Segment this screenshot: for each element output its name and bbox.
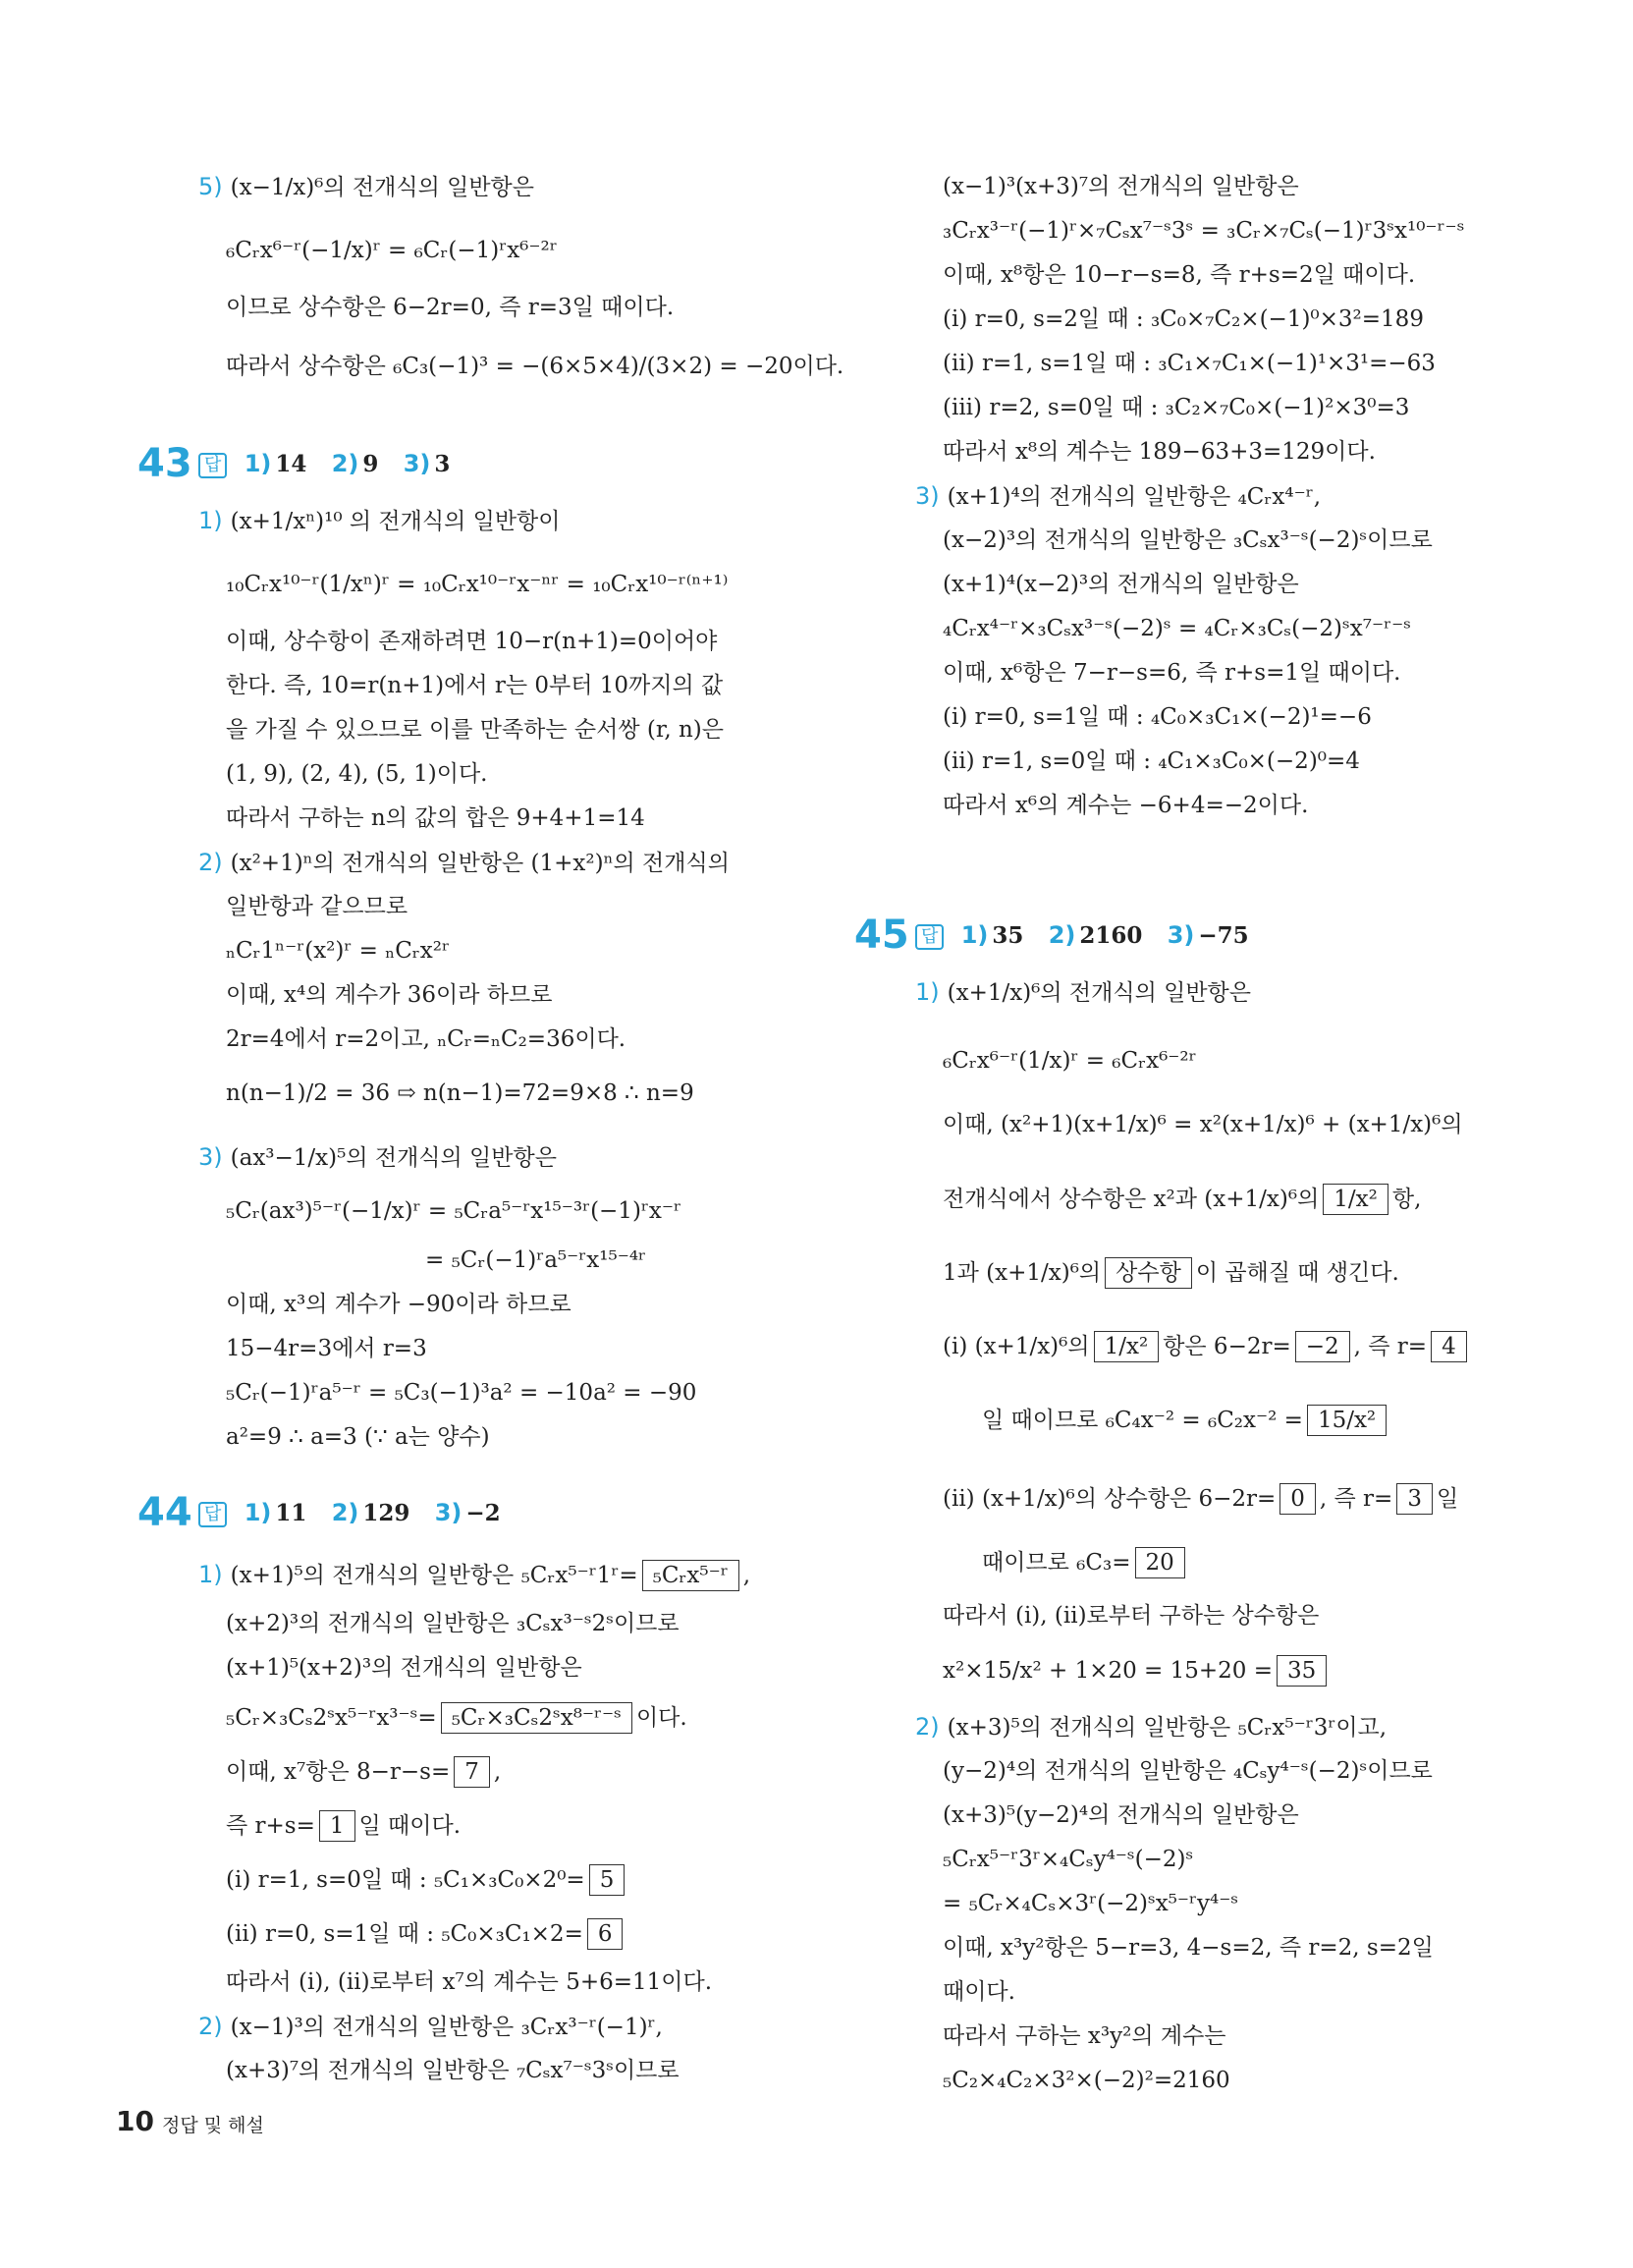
line: 1) (x+1/x)⁶의 전개식의 일반항은 bbox=[915, 978, 1251, 1006]
answer-item: 3) 3 bbox=[403, 450, 451, 477]
line: (i) r=0, s=1일 때 : ₄C₀×₃C₁×(−2)¹=−6 bbox=[943, 704, 1372, 730]
line: 한다. 즉, 10=r(n+1)에서 r는 0부터 10까지의 값 bbox=[226, 673, 724, 698]
line: 따라서 (i), (ii)로부터 구하는 상수항은 bbox=[943, 1603, 1320, 1629]
part-label: 2) bbox=[198, 849, 223, 876]
line: = ₅Cᵣ(−1)ʳa⁵⁻ʳx¹⁵⁻⁴ʳ bbox=[425, 1247, 647, 1273]
line: 따라서 구하는 x³y²의 계수는 bbox=[943, 2023, 1226, 2049]
answer-box: 1/x² bbox=[1323, 1184, 1388, 1215]
line: 이때, x⁸항은 10−r−s=8, 즉 r+s=2일 때이다. bbox=[943, 262, 1416, 288]
answer-item: 2) 9 bbox=[331, 450, 379, 477]
answer-item: 1) 14 bbox=[244, 450, 307, 477]
question-number: 45 bbox=[854, 913, 909, 958]
line: 이때, x⁷항은 8−r−s= 7 , bbox=[226, 1756, 501, 1786]
answer-box: 4 bbox=[1431, 1331, 1467, 1362]
line: ₙCᵣ1ⁿ⁻ʳ(x²)ʳ = ₙCᵣx²ʳ bbox=[226, 938, 450, 964]
answer-tag: 답 bbox=[198, 1502, 227, 1527]
answer-box: 1 bbox=[319, 1810, 355, 1842]
answer-item: 1) 11 bbox=[244, 1499, 307, 1526]
answer-box: 0 bbox=[1279, 1483, 1316, 1515]
answer-tag: 답 bbox=[198, 453, 227, 478]
answer-header bbox=[915, 918, 1267, 953]
answer-box: ₅Cᵣ×₃Cₛ2ˢx⁸⁻ʳ⁻ˢ bbox=[441, 1702, 632, 1734]
line: (x+2)³의 전개식의 일반항은 ₃Cₛx³⁻ˢ2ˢ이므로 bbox=[226, 1611, 680, 1636]
answer-item: 3) −2 bbox=[434, 1499, 501, 1526]
answer-box: 7 bbox=[454, 1756, 490, 1788]
line: 2r=4에서 r=2이고, ₙCᵣ=ₙC₂=36이다. bbox=[226, 1026, 626, 1052]
line: 을 가질 수 있으므로 이를 만족하는 순서쌍 (r, n)은 bbox=[226, 717, 724, 743]
line: (1, 9), (2, 4), (5, 1)이다. bbox=[226, 761, 488, 787]
line: 5) (x−1/x)⁶의 전개식의 일반항은 bbox=[198, 173, 534, 200]
line: (ii) r=1, s=0일 때 : ₄C₁×₃C₀×(−2)⁰=4 bbox=[943, 748, 1360, 774]
line: 3) (x+1)⁴의 전개식의 일반항은 ₄Cᵣx⁴⁻ʳ, bbox=[915, 482, 1322, 510]
line: (i) r=0, s=2일 때 : ₃C₀×₇C₂×(−1)⁰×3²=189 bbox=[943, 306, 1424, 332]
answer-box: 35 bbox=[1277, 1655, 1327, 1687]
line: 2) (x+3)⁵의 전개식의 일반항은 ₅Cᵣx⁵⁻ʳ3ʳ이고, bbox=[915, 1713, 1388, 1741]
line: ₆Cᵣx⁶⁻ʳ(1/x)ʳ = ₆Cᵣx⁶⁻²ʳ bbox=[943, 1048, 1197, 1074]
line: 이때, x³의 계수가 −90이라 하므로 bbox=[226, 1292, 572, 1317]
line: 2) (x²+1)ⁿ의 전개식의 일반항은 (1+x²)ⁿ의 전개식의 bbox=[198, 849, 730, 876]
line: (ii) r=0, s=1일 때 : ₅C₀×₃C₁×2= 6 bbox=[226, 1918, 626, 1948]
line: ₅C₂×₄C₂×3²×(−2)²=2160 bbox=[943, 2068, 1230, 2093]
line: 3) (ax³−1/x)⁵의 전개식의 일반항은 bbox=[198, 1143, 557, 1171]
line: (x−1)³(x+3)⁷의 전개식의 일반항은 bbox=[943, 174, 1299, 199]
answer-tag: 답 bbox=[915, 924, 944, 950]
line: 일 때이므로 ₆C₄x⁻² = ₆C₂x⁻² = 15/x² bbox=[982, 1405, 1390, 1434]
line: = ₅Cᵣ×₄Cₛ×3ʳ(−2)ˢx⁵⁻ʳy⁴⁻ˢ bbox=[943, 1891, 1239, 1916]
line: (x+3)⁷의 전개식의 일반항은 ₇Cₛx⁷⁻ˢ3ˢ이므로 bbox=[226, 2058, 680, 2083]
line: 1과 (x+1/x)⁶의 상수항 이 곱해질 때 생긴다. bbox=[943, 1257, 1399, 1287]
line: (x+3)⁵(y−2)⁴의 전개식의 일반항은 bbox=[943, 1802, 1299, 1828]
part-label: 5) bbox=[198, 173, 223, 200]
line: (x+1)⁵(x+2)³의 전개식의 일반항은 bbox=[226, 1655, 582, 1681]
part-label: 1) bbox=[198, 507, 223, 534]
line: 따라서 x⁸의 계수는 189−63+3=129이다. bbox=[943, 439, 1376, 465]
line: ₅Cᵣx⁵⁻ʳ3ʳ×₄Cₛy⁴⁻ˢ(−2)ˢ bbox=[943, 1847, 1194, 1872]
footer-title: 정답 및 해설 bbox=[162, 2115, 264, 2136]
line: n(n−1)/2 = 36 ⇨ n(n−1)=72=9×8 ∴ n=9 bbox=[226, 1080, 694, 1106]
line: 때이므로 ₆C₃= 20 bbox=[982, 1547, 1189, 1577]
line: (y−2)⁴의 전개식의 일반항은 ₄Cₛy⁴⁻ˢ(−2)ˢ이므로 bbox=[943, 1758, 1433, 1784]
line: ₃Cᵣx³⁻ʳ(−1)ʳ×₇Cₛx⁷⁻ˢ3ˢ = ₃Cᵣ×₇Cₛ(−1)ʳ3ˢx¹⁰⁻ʳ⁻ˢ bbox=[943, 218, 1465, 244]
line: 전개식에서 상수항은 x²과 (x+1/x)⁶의 1/x² 항, bbox=[943, 1184, 1421, 1213]
part-label: 2) bbox=[915, 1713, 940, 1741]
line: 이므로 상수항은 6−2r=0, 즉 r=3일 때이다. bbox=[226, 295, 675, 320]
line: 이때, x⁶항은 7−r−s=6, 즉 r+s=1일 때이다. bbox=[943, 660, 1401, 686]
answer-box: 1/x² bbox=[1094, 1331, 1160, 1362]
answer-box: −2 bbox=[1295, 1331, 1350, 1362]
line: ₅Cᵣ(−1)ʳa⁵⁻ʳ = ₅C₃(−1)³a² = −10a² = −90 bbox=[226, 1380, 697, 1406]
line: 즉 r+s= 1 일 때이다. bbox=[226, 1810, 461, 1840]
line: a²=9 ∴ a=3 (∵ a는 양수) bbox=[226, 1424, 490, 1450]
line: ₄Cᵣx⁴⁻ʳ×₃Cₛx³⁻ˢ(−2)ˢ = ₄Cᵣ×₃Cₛ(−2)ˢx⁷⁻ʳ⁻ˢ bbox=[943, 616, 1411, 641]
part-label: 1) bbox=[915, 978, 940, 1006]
line: x²×15/x² + 1×20 = 15+20 = 35 bbox=[943, 1655, 1331, 1685]
line: 2) (x−1)³의 전개식의 일반항은 ₃Cᵣx³⁻ʳ(−1)ʳ, bbox=[198, 2013, 663, 2040]
answer-box: 상수항 bbox=[1105, 1257, 1192, 1289]
line: ₅Cᵣ(ax³)⁵⁻ʳ(−1/x)ʳ = ₅Cᵣa⁵⁻ʳx¹⁵⁻³ʳ(−1)ʳx⁻ʳ bbox=[226, 1198, 681, 1224]
line: (x+1)⁴(x−2)³의 전개식의 일반항은 bbox=[943, 572, 1299, 597]
answer-item: 3) −75 bbox=[1167, 921, 1249, 949]
line: 따라서 x⁶의 계수는 −6+4=−2이다. bbox=[943, 793, 1309, 818]
line: (iii) r=2, s=0일 때 : ₃C₂×₇C₀×(−1)²×3⁰=3 bbox=[943, 395, 1410, 420]
part-label: 1) bbox=[198, 1561, 223, 1588]
question-number: 43 bbox=[137, 441, 192, 486]
line: 따라서 상수항은 ₆C₃(−1)³ = −(6×5×4)/(3×2) = −20이다. bbox=[226, 354, 844, 379]
answer-header bbox=[198, 1496, 518, 1530]
answer-box: 5 bbox=[589, 1864, 626, 1896]
answer-box: ₅Cᵣx⁵⁻ʳ bbox=[642, 1560, 739, 1591]
part-label: 2) bbox=[198, 2013, 223, 2040]
line: 이때, x³y²항은 5−r=3, 4−s=2, 즉 r=2, s=2일 bbox=[943, 1935, 1434, 1961]
line: 이때, 상수항이 존재하려면 10−r(n+1)=0이어야 bbox=[226, 629, 718, 654]
answer-box: 3 bbox=[1396, 1483, 1433, 1515]
line: 이때, (x²+1)(x+1/x)⁶ = x²(x+1/x)⁶ + (x+1/x)⁶의 bbox=[943, 1112, 1463, 1137]
line: 일반항과 같으므로 bbox=[226, 894, 408, 919]
line: (x−2)³의 전개식의 일반항은 ₃Cₛx³⁻ˢ(−2)ˢ이므로 bbox=[943, 527, 1433, 553]
line: 15−4r=3에서 r=3 bbox=[226, 1336, 427, 1361]
part-label: 3) bbox=[198, 1143, 223, 1171]
answer-item: 2) 129 bbox=[331, 1499, 410, 1526]
answer-header bbox=[198, 447, 467, 481]
line: 이때, x⁴의 계수가 36이라 하므로 bbox=[226, 982, 553, 1008]
line: 따라서 (i), (ii)로부터 x⁷의 계수는 5+6=11이다. bbox=[226, 1969, 713, 1995]
line: ₁₀Cᵣx¹⁰⁻ʳ(1/xⁿ)ʳ = ₁₀Cᵣx¹⁰⁻ʳx⁻ⁿʳ = ₁₀Cᵣx¹⁰⁻ʳ⁽ⁿ⁺¹⁾ bbox=[226, 572, 729, 597]
line: ₆Cᵣx⁶⁻ʳ(−1/x)ʳ = ₆Cᵣ(−1)ʳx⁶⁻²ʳ bbox=[226, 238, 558, 263]
line: 때이다. bbox=[943, 1979, 1015, 2005]
line: 따라서 구하는 n의 값의 합은 9+4+1=14 bbox=[226, 805, 645, 831]
line: ₅Cᵣ×₃Cₛ2ˢx⁵⁻ʳx³⁻ˢ= ₅Cᵣ×₃Cₛ2ˢx⁸⁻ʳ⁻ˢ 이다. bbox=[226, 1702, 687, 1732]
line: (i) r=1, s=0일 때 : ₅C₁×₃C₀×2⁰= 5 bbox=[226, 1864, 628, 1894]
answer-item: 2) 2160 bbox=[1048, 921, 1143, 949]
line: 1) (x+1/xⁿ)¹⁰ 의 전개식의 일반항이 bbox=[198, 507, 561, 534]
page-number: 10 bbox=[116, 2105, 154, 2137]
line: 1) (x+1)⁵의 전개식의 일반항은 ₅Cᵣx⁵⁻ʳ1ʳ= ₅Cᵣx⁵⁻ʳ , bbox=[198, 1560, 750, 1589]
part-label: 3) bbox=[915, 482, 940, 510]
answer-box: 20 bbox=[1135, 1547, 1185, 1578]
line: (ii) (x+1/x)⁶의 상수항은 6−2r= 0 , 즉 r= 3 일 bbox=[943, 1483, 1458, 1513]
question-number: 44 bbox=[137, 1490, 192, 1535]
line: (i) (x+1/x)⁶의 1/x² 항은 6−2r= −2 , 즉 r= 4 bbox=[943, 1331, 1471, 1360]
answer-box: 15/x² bbox=[1307, 1405, 1387, 1436]
answer-box: 6 bbox=[587, 1918, 624, 1950]
answer-item: 1) 35 bbox=[960, 921, 1024, 949]
line: (ii) r=1, s=1일 때 : ₃C₁×₇C₁×(−1)¹×3¹=−63 bbox=[943, 351, 1436, 376]
